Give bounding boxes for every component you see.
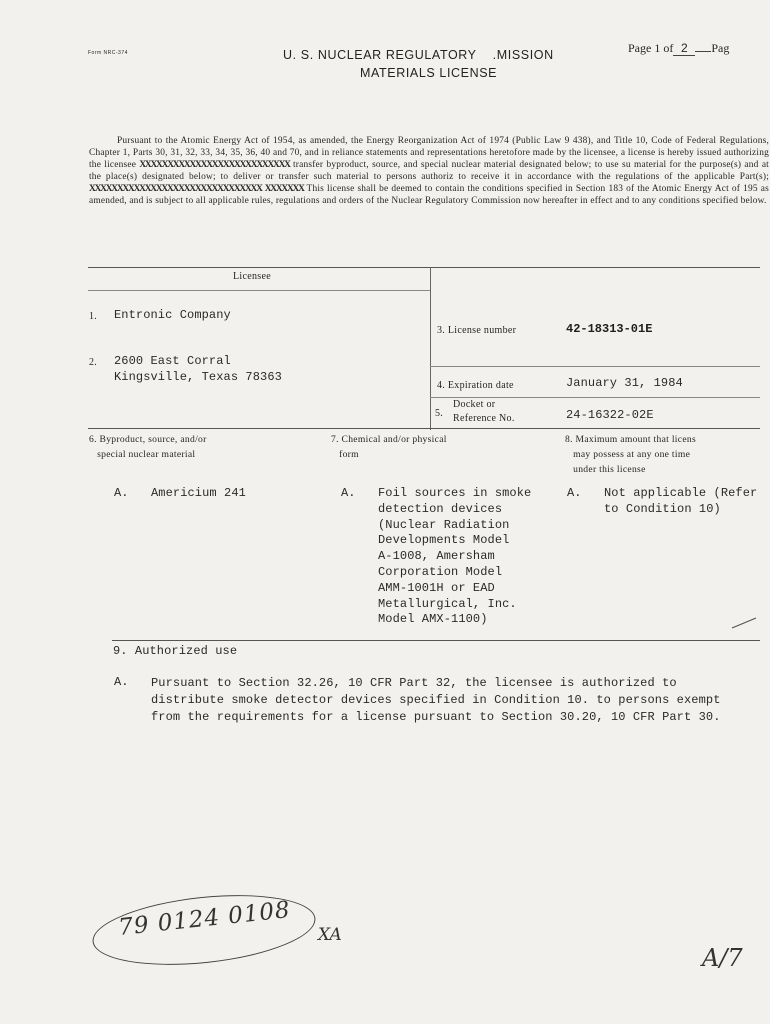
address-line-1: 2600 East Corral [114, 354, 231, 368]
licensee-heading: Licensee [233, 271, 271, 282]
item-number-1: 1. [89, 311, 98, 322]
divider [88, 428, 760, 429]
preamble-paragraph [89, 135, 769, 207]
page-number [628, 41, 729, 56]
preamble-part2: transfer byproduct, source, and special nuclear material designated below; to use su material for the purpose(s) and at the place(s) designated below; to deliver or transfer such material to persons authoriz to receive it in accordance with the regulations of the applicable Part(s); [89, 160, 769, 182]
preamble-part3: This license shall be deemed to contain the conditions specified in Section 183 of the Atomic Energy Act of 195 as amended, and is subject to all applicable rules, regulations and orders of the Nuclear Regulatory Commission now hereafter in effect and to any conditions specified below. [89, 184, 770, 206]
divider [430, 267, 431, 430]
license-number-label: 3. License number [437, 325, 517, 336]
item-number-2: 2. [89, 357, 98, 368]
column-header-form: 7. Chemical and/or physical form [331, 434, 447, 460]
strikeout-1: XXXXXXXXXXXXXXXXXXXXXXXXXXX [139, 160, 290, 170]
divider [430, 366, 760, 367]
divider [88, 267, 760, 268]
authorized-use-letter: A. [114, 675, 129, 689]
divider [430, 397, 760, 398]
page-total: 2 [673, 41, 695, 56]
column-header-amount: 8. Maximum amount that licens may possess at any one time under this license [565, 434, 697, 475]
handwritten-number: 79 0124 0108 [117, 897, 292, 941]
docket-label-line1: Docket or [453, 399, 496, 410]
page-suffix: Pag [711, 41, 730, 55]
handwritten-mark: A/7 [702, 944, 743, 972]
divider [112, 640, 760, 641]
strikeout-3: XXXXXXX [264, 184, 304, 194]
preamble-part1: Pursuant to the Atomic Energy Act of 1954, as amended, the Energy Reorganization Act of 1974 (Public Law 9 438), and Title 10, Code of Federal Regulations, Chapter 1, Parts 30, 31, 32, 33, 34, 35, 36, 40 and 70, and in reliance statements and representations heretofore made by the licensee, a license is hereby issued authorizing the licensee [89, 136, 769, 170]
column-header-byproduct: 6. Byproduct, source, and/or special nuclear material [89, 434, 207, 460]
document-title: U. S. NUCLEAR REGULATORY .MISSION [283, 48, 554, 62]
row-letter: A. [114, 486, 129, 500]
pen-mark-icon [730, 612, 760, 632]
expiration-label: 4. Expiration date [437, 380, 514, 391]
license-number: 42-18313-01E [566, 322, 653, 336]
document-subtitle: MATERIALS LICENSE [360, 66, 498, 80]
row-letter: A. [567, 486, 582, 500]
expiration-date: January 31, 1984 [566, 376, 683, 390]
max-amount: Not applicable (Refer to Condition 10) [604, 486, 758, 516]
row-letter: A. [341, 486, 356, 500]
strikeout-2: XXXXXXXXXXXXXXXXXXXXXXXXXXXXXXX [89, 184, 262, 194]
divider [88, 290, 430, 291]
docket-prefix: 5. [435, 408, 444, 419]
form-number: Form NRC-374 [88, 50, 128, 56]
address-line-2: Kingsville, Texas 78363 [114, 370, 282, 384]
page-prefix: Page 1 of [628, 41, 674, 55]
material-form: Foil sources in smoke detection devices (Nuclear Radiation Developments Model A-1008, Amersham Corporation Model AMM-1001H or EAD Metallurgical, Inc. Model AMX-1100) [378, 486, 532, 627]
authorized-use-text: Pursuant to Section 32.26, 10 CFR Part 32, the licensee is authorized to distribute smoke detector devices specified in Condition 10. to persons exempt from the requirements for a license pursuant to Section 30.20, 10 CFR Part 30. [151, 676, 721, 724]
licensee-name: Entronic Company [114, 308, 231, 322]
handwritten-suffix: XA [318, 925, 342, 945]
docket-number: 24-16322-02E [566, 408, 654, 422]
authorized-use-heading: 9. Authorized use [113, 644, 238, 658]
material-name: Americium 241 [151, 486, 246, 500]
docket-label-line2: Reference No. [453, 413, 515, 424]
